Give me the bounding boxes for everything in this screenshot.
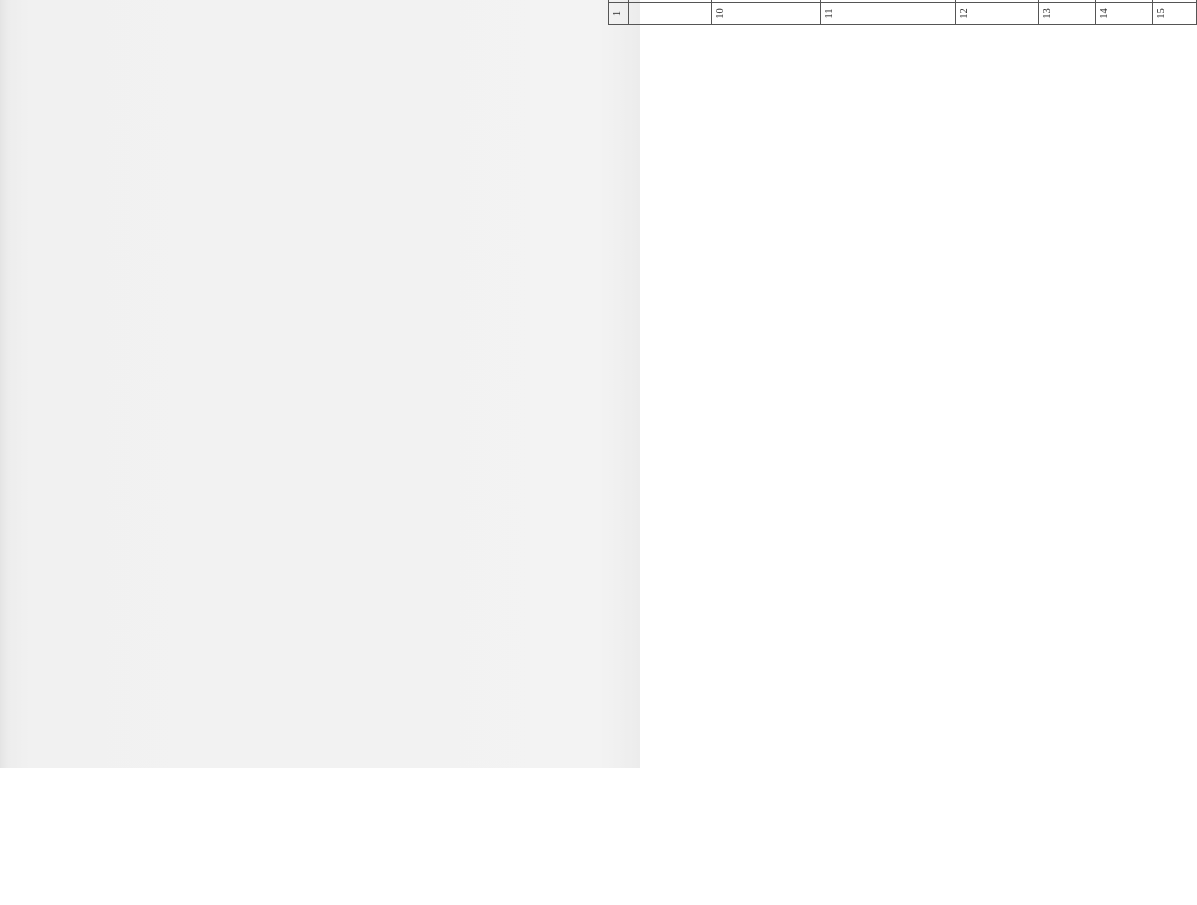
row-name [1096,0,1153,3]
header-row [609,0,629,25]
row-name [629,0,712,3]
table-row [1039,0,1096,25]
row-number: 14 [1096,3,1153,25]
row-name [821,0,956,3]
table-row [712,0,821,25]
row-name [956,0,1039,3]
col-header [609,0,629,3]
row-name [1153,0,1197,3]
row-number: 15 [1153,3,1197,25]
row-name [712,0,821,3]
row-name [1039,0,1096,3]
row-number: 10 [712,3,821,25]
table-row [821,0,956,25]
table-row [1096,0,1153,25]
scanned-page [0,0,640,768]
rotated-content [580,0,1167,25]
table-row [1153,0,1197,25]
table-row [629,0,712,25]
row-number: 11 [821,3,956,25]
table-row [956,0,1039,25]
row-number [629,3,712,25]
row-number: 13 [1039,3,1096,25]
page-number [580,0,600,25]
col-header: 1 [609,3,629,25]
budget-table [608,0,1197,25]
row-number: 12 [956,3,1039,25]
